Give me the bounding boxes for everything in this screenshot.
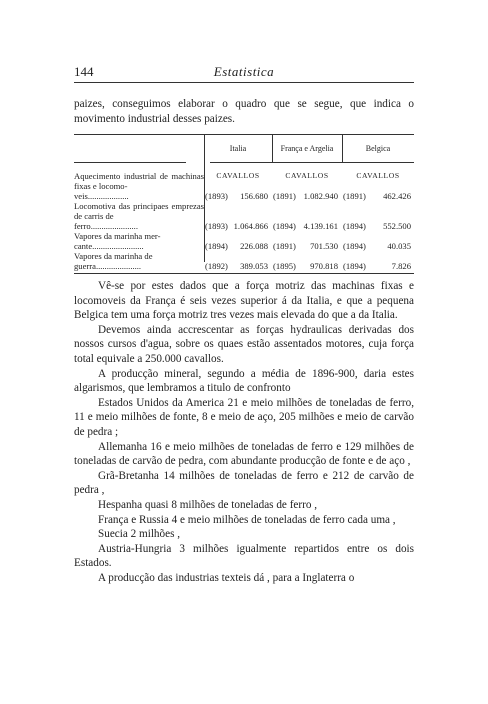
paragraph: Allemanha 16 e meio milhões de toneladas de ferro e 129 milhões de toneladas de carvão de pedra, com abundante producção de fonte e de aço , bbox=[74, 440, 414, 468]
paragraph: Grã-Bretanha 14 milhões de toneladas de ferro e 212 de carvão de pedra , bbox=[74, 469, 414, 497]
industrial-table: Italia França e Argelia Belgica CAVALLOS CAVALLOS CAVALLOS Aquecimento industrial de machinas fixas e locomo- veis................... (1893) 156.680 (1891) 1.082.940 (1891) 462.426 Locomotiva das principaes emprezas de carris de ferro...................... (1893) 1.064.866 (1894) 4.139.161 (1894) 552.500 Vapores da marinha mer- cante........................ (1894) 226.088 (1891) 701.530 (1894) 40.035 Vapores da marinha de guerra..................... (1892) 389.053 (1895) 970.818 (1894) 7.826 bbox=[74, 134, 414, 262]
paragraph: Estados Unidos da America 21 e meio milhões de toneladas de ferro, 11 e meio milhões de fonte, 8 e meio de aço, 205 milhões e meio de carvão de pedra ; bbox=[74, 396, 414, 438]
unit-label: CAVALLOS bbox=[216, 171, 260, 180]
page-number: 144 bbox=[74, 64, 94, 79]
row-label: Aquecimento industrial de machinas fixas e locomo- veis................... bbox=[74, 171, 204, 201]
paragraph: Hespanha quasi 8 milhões de toneladas de ferro , bbox=[98, 498, 318, 511]
body-text bbox=[74, 279, 414, 585]
paragraph: Vê-se por estes dados que a força motriz das machinas fixas e locomoveis da França é seis vezes superior á da Italia, e que a pequena Belgica tem uma força motriz tres vezes mais elevada do que a da Italia. bbox=[74, 280, 414, 322]
column-header-belgica: Belgica bbox=[365, 144, 391, 153]
unit-label: CAVALLOS bbox=[285, 171, 329, 180]
intro-paragraph: paizes, conseguimos elaborar o quadro que se segue, que indica o movimento industrial desses paizes. bbox=[74, 98, 414, 125]
table-header-rule bbox=[74, 162, 186, 163]
running-title: Estatistica bbox=[213, 64, 275, 79]
table-header-rule bbox=[210, 162, 414, 163]
paragraph: França e Russia 4 e meio milhões de toneladas de ferro cada uma , bbox=[98, 513, 396, 526]
table-top-rule bbox=[74, 134, 414, 135]
page-header bbox=[74, 64, 414, 83]
table-bottom-rule bbox=[74, 273, 414, 274]
paragraph: A producção mineral, segundo a média de 1896-900, daria estes algarismos, que lembramos a titulo de confronto bbox=[74, 367, 414, 395]
column-header-franca: França e Argelia bbox=[280, 144, 334, 153]
paragraph: Austria-Hungria 3 milhões igualmente repartidos entre os dois Estados. bbox=[74, 542, 414, 570]
paragraph: Suecia 2 milhões , bbox=[98, 528, 181, 541]
row-label: Locomotiva das principaes emprezas de carris de ferro...................... bbox=[74, 201, 204, 231]
row-label: Vapores da marinha de guerra..................... bbox=[74, 251, 153, 271]
row-label: Vapores da marinha mer- cante........................ bbox=[74, 231, 161, 251]
paragraph: Devemos ainda accrescentar as forças hydraulicas derivadas dos nossos cursos d'agua, sobre os quaes estão assentados motores, cuja força total equivale a 250.000 cavallos. bbox=[74, 323, 414, 365]
unit-label: CAVALLOS bbox=[356, 171, 400, 180]
column-header-italia: Italia bbox=[229, 144, 247, 153]
paragraph: A producção das industrias texteis dá , para a Inglaterra o bbox=[98, 571, 355, 584]
